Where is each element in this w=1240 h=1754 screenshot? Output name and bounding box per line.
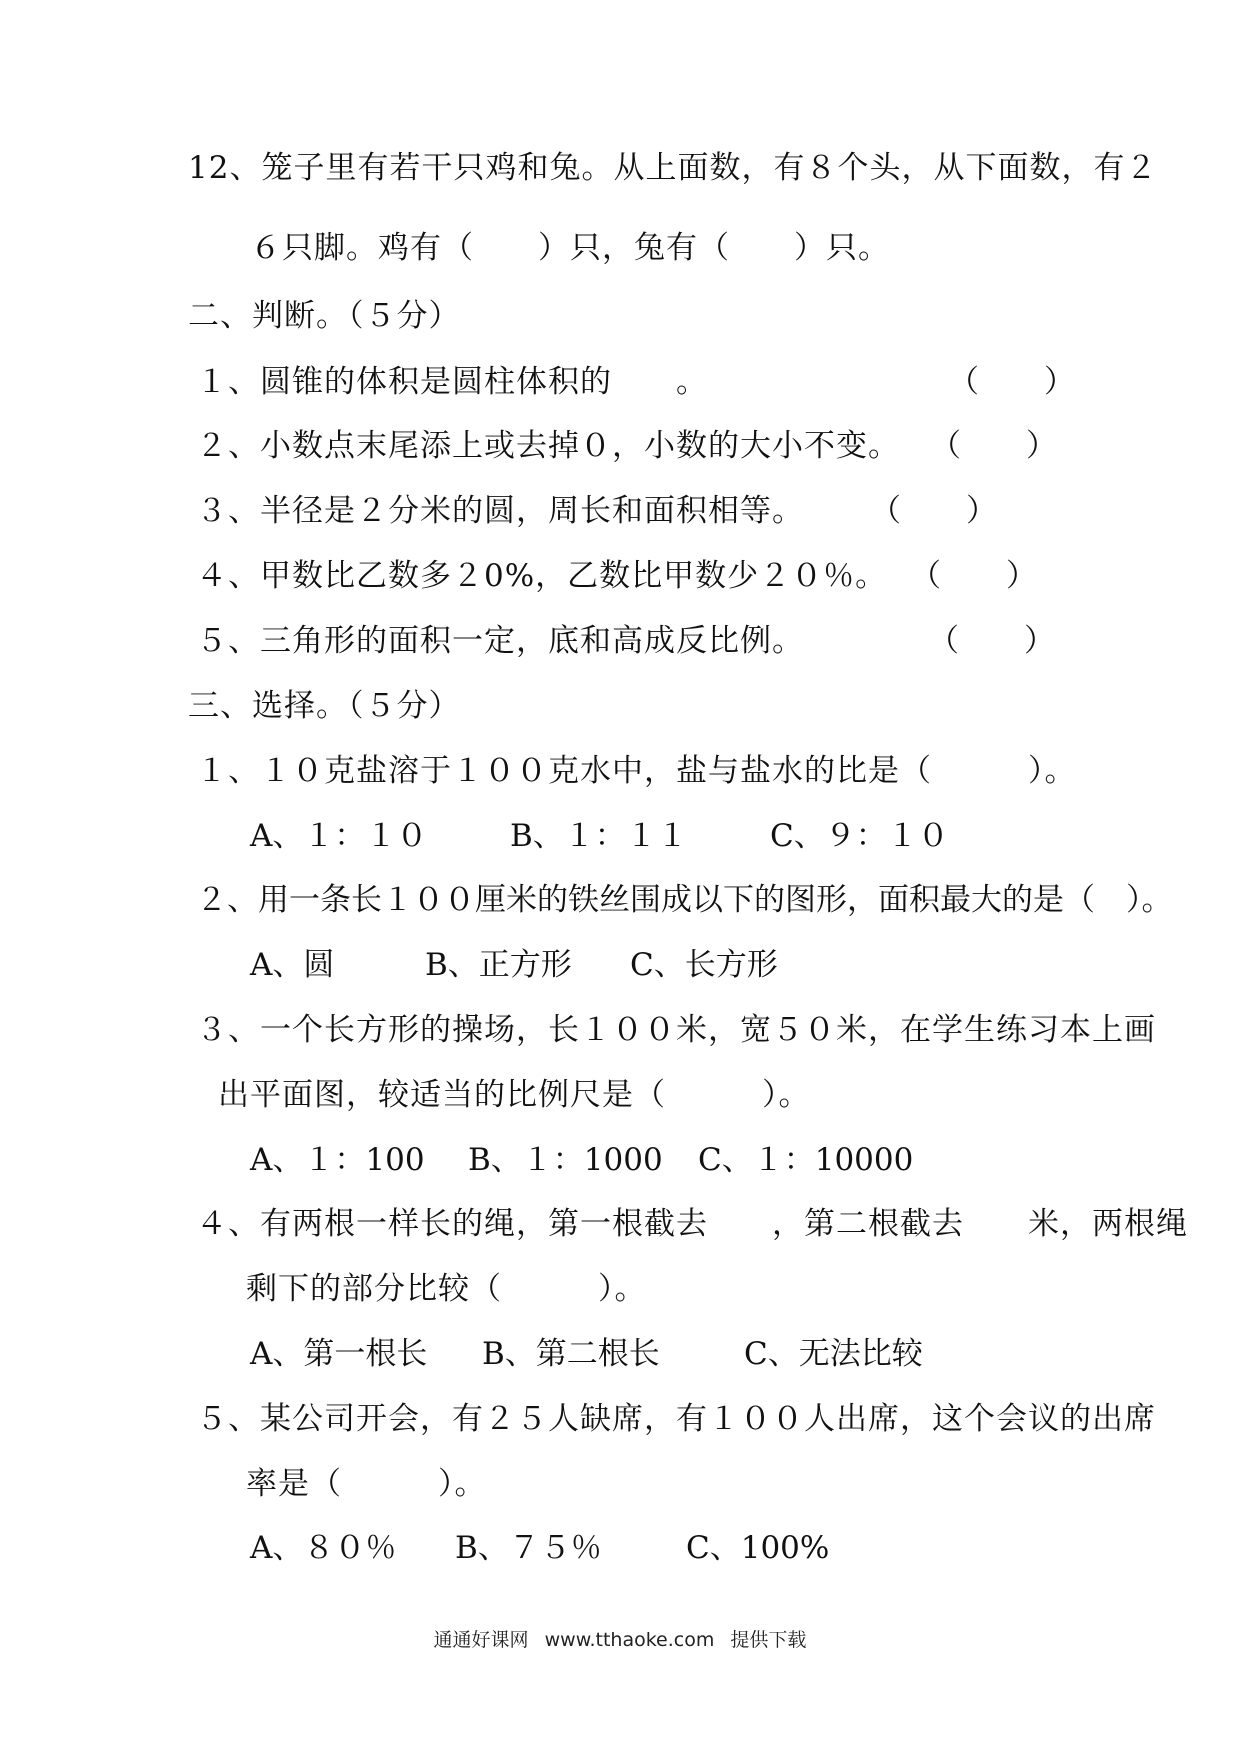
choice-q3-stem-line-2: 出平面图，较适当的比例尺是（ ）。 — [218, 1077, 811, 1113]
judge-item-2-answer-paren: （ ） — [930, 428, 1058, 464]
choice-q5-stem-line-1: ５、某公司开会，有２５人缺席，有１００人出席，这个会议的出席 — [196, 1401, 1156, 1437]
judge-item-3-answer-paren: （ ） — [870, 493, 998, 529]
section-judge-heading: 二、判断。（５分） — [188, 298, 461, 334]
judge-item-1-answer-paren: （ ） — [948, 364, 1076, 400]
choice-q2-stem: ２、用一条长１００厘米的铁丝围成以下的图形，面积最大的是（ ）。 — [196, 882, 1173, 918]
judge-item-2: ２、小数点末尾添上或去掉０，小数的大小不变。 — [196, 428, 900, 464]
choice-q1-option-c: C、９：１０ — [770, 818, 949, 854]
choice-q2-option-a: A、圆 — [250, 947, 335, 983]
choice-q1-stem: １、１０克盐溶于１００克水中，盐与盐水的比是（ ）。 — [196, 753, 1077, 789]
choice-q4-option-c: C、无法比较 — [744, 1336, 923, 1372]
question-12-line-1: 12、笼子里有若干只鸡和兔。从上面数，有８个头，从下面数，有２ — [188, 150, 1158, 186]
choice-q5-stem-line-2: 率是（ ）。 — [246, 1466, 487, 1502]
choice-q4-option-b: B、第二根长 — [482, 1336, 660, 1372]
footer-suffix: 提供下载 — [730, 1629, 807, 1651]
judge-item-3: ３、半径是２分米的圆，周长和面积相等。 — [196, 493, 804, 529]
footer-site-name: 通通好课网 — [433, 1629, 529, 1651]
judge-item-5-answer-paren: （ ） — [928, 623, 1056, 659]
question-12-line-2: ６只脚。鸡有（ ）只，兔有（ ）只。 — [250, 230, 890, 266]
judge-item-5: ５、三角形的面积一定，底和高成反比例。 — [196, 623, 804, 659]
choice-q5-option-c: C、100% — [686, 1530, 830, 1566]
judge-item-4-answer-paren: （ ） — [910, 558, 1038, 594]
choice-q5-option-a: A、８０％ — [250, 1530, 397, 1566]
choice-q3-option-a: A、１：100 — [250, 1142, 425, 1178]
page-footer — [0, 1628, 1240, 1652]
choice-q3-option-b: B、１：1000 — [468, 1142, 663, 1178]
judge-item-4: ４、甲数比乙数多２0%，乙数比甲数少２０％。 — [196, 558, 888, 594]
choice-q3-option-c: C、１：10000 — [698, 1142, 914, 1178]
choice-q1-option-b: B、１：１１ — [510, 818, 688, 854]
choice-q4-stem-line-2: 剩下的部分比较（ ）。 — [246, 1271, 647, 1307]
choice-q5-option-b: B、７５％ — [455, 1530, 602, 1566]
choice-q3-stem-line-1: ３、一个长方形的操场，长１００米，宽５０米，在学生练习本上画 — [196, 1012, 1156, 1048]
section-choice-heading: 三、选择。（５分） — [188, 688, 461, 724]
choice-q1-option-a: A、１：１０ — [250, 818, 428, 854]
footer-url-link[interactable]: www.tthaoke.com — [544, 1629, 715, 1651]
choice-q2-option-b: B、正方形 — [425, 947, 572, 983]
choice-q4-option-a: A、第一根长 — [250, 1336, 428, 1372]
choice-q2-option-c: C、长方形 — [630, 947, 778, 983]
choice-q4-stem-line-1: ４、有两根一样长的绳，第一根截去 ，第二根截去 米，两根绳 — [196, 1206, 1188, 1242]
judge-item-1: １、圆锥的体积是圆柱体积的 。 — [196, 364, 708, 400]
